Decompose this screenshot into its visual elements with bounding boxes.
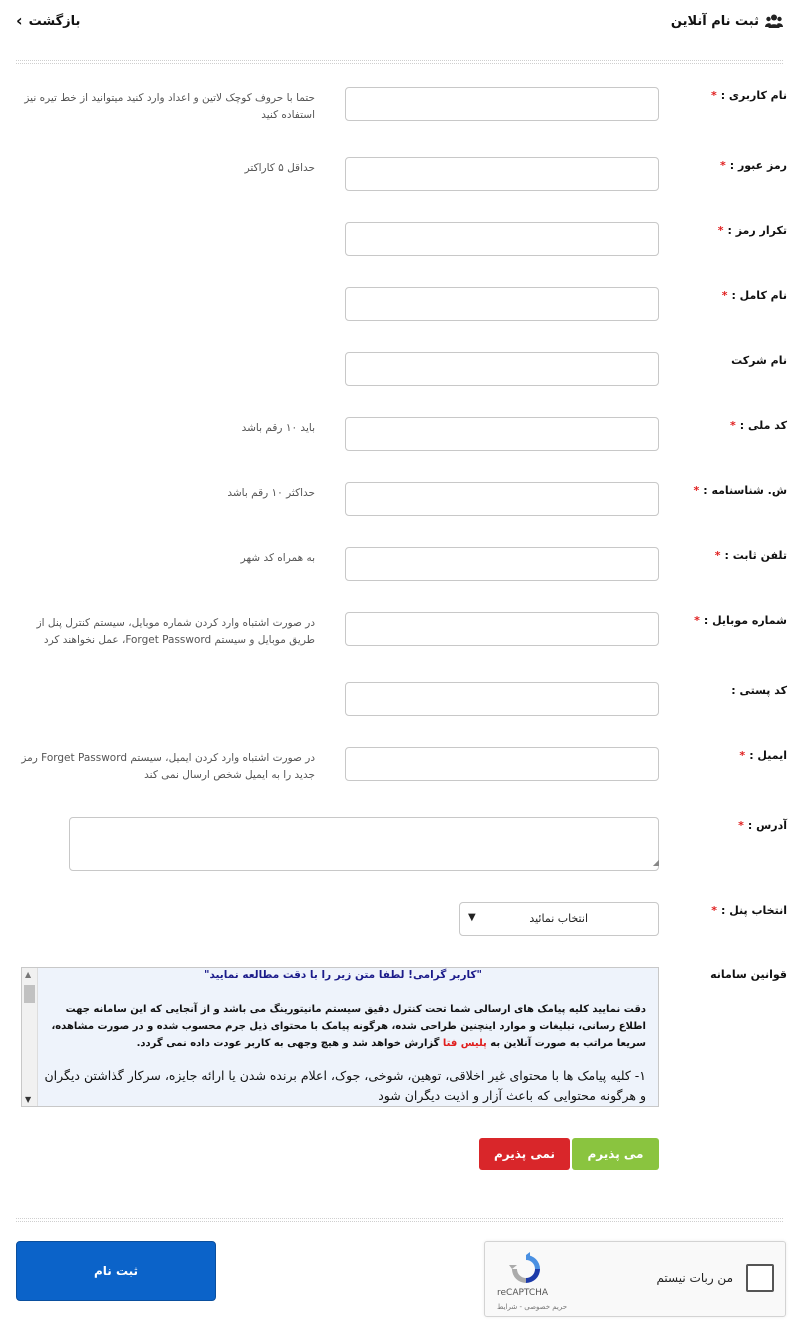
rules-scrollbar[interactable] [22,968,38,1106]
page-header [0,0,797,44]
text-input[interactable] [345,682,659,716]
text-input[interactable] [345,222,659,256]
recaptcha-brand: reCAPTCHA [497,1288,549,1298]
field-label [730,419,787,432]
field-label [722,289,787,302]
required-mark: * [717,224,724,237]
field-label [718,224,787,237]
rules-content [40,968,646,1106]
field-label-text: کد ملی : [739,419,787,432]
field-hint: به همراه کد شهر [240,552,315,564]
page-title: ثبت نام آنلاین [670,13,759,29]
bottom-divider [16,1218,783,1222]
text-input[interactable] [345,547,659,581]
field-hint: حداقل ۵ کاراکتر [244,162,315,174]
field-label [694,614,787,627]
field-label-text: نام شرکت [731,354,787,367]
required-mark: * [714,549,721,562]
text-input[interactable] [345,87,659,121]
required-mark: * [721,289,728,302]
panel-select-value: انتخاب نمائید [529,912,588,925]
resize-grip-icon[interactable]: ◢ [652,858,659,867]
recaptcha-checkbox[interactable] [746,1264,774,1292]
page-title-group [671,13,783,29]
recaptcha-widget [484,1241,786,1317]
rules-textbox[interactable] [21,967,659,1107]
field-label-text: کد پستی : [731,684,787,697]
panel-label-text: انتخاب پنل : [721,904,787,917]
required-mark: * [710,89,717,102]
text-input[interactable] [345,747,659,781]
field-label-text: تلفن ثابت : [724,549,787,562]
field-label [739,749,787,762]
scroll-thumb[interactable] [24,985,35,1003]
rules-paragraph-part1: دقت نمایید کلیه پیامک های ارسالی شما تحت کنترل دقیق سیستم مانیتورینگ می باشد و از آنجایی که این سامانه جهت اطلاع رسانی، تبلیغات و موارد اینچنین طراحی شده، هرگونه پیامک با محتوای ذیل جرم محسوب شده و در صورت مشاهده، سریعا مراتب به صورت آنلاین به [51,1004,646,1049]
reject-button[interactable]: نمی پذیرم [479,1138,570,1170]
text-input[interactable] [345,157,659,191]
scroll-up-arrow-icon[interactable]: ▲ [25,970,32,979]
field-label [731,354,787,367]
rules-item-1: ۱- کلیه پیامک ها با محتوای غیر اخلاقی، توهین، شوخی، جوک، اعلام برنده شدن یا ارائه جایزه، سرکار گذاشتن دیگران و هرگونه محتوایی که باعث آزار و اذیت دیگران شود [44,1068,646,1103]
address-textarea[interactable] [69,817,659,871]
recaptcha-links[interactable]: حریم خصوصی - شرایط [497,1303,568,1311]
field-label [711,89,787,102]
field-hint: در صورت اشتباه وارد کردن ایمیل، سیستم Forget Password رمز جدید را به ایمیل شخص ارسال نمی کند [21,752,315,781]
required-mark: * [693,484,700,497]
rules-label: قوانین سامانه [710,968,787,981]
field-label [720,159,787,172]
address-label [738,819,787,832]
rules-paragraph [40,1001,646,1052]
submit-button[interactable]: ثبت نام [16,1241,216,1301]
text-input[interactable] [345,417,659,451]
recaptcha-label: من ربات نیستم [656,1271,733,1285]
field-label [715,549,787,562]
field-hint: باید ۱۰ رقم باشد [241,422,315,434]
field-label-text: ش. شناسنامه : [703,484,787,497]
text-input[interactable] [345,612,659,646]
field-hint: حداکثر ۱۰ رقم باشد [227,487,315,499]
field-hint: در صورت اشتباه وارد کردن شماره موبایل، سیستم کنترل پنل از طریق موبایل و سیستم Forget Password، عمل نخواهند کرد [36,617,315,646]
field-label [731,684,787,697]
rules-heading: "کاربر گرامی! لطفا متن زیر را با دقت مطالعه نمایید" [203,969,483,981]
required-mark: * [739,749,746,762]
text-input[interactable] [345,482,659,516]
required-mark: * [738,819,744,832]
required-mark: * [719,159,726,172]
field-label [693,484,787,497]
scroll-down-arrow-icon[interactable]: ▼ [25,1095,32,1104]
address-label-text: آدرس : [747,819,787,832]
required-mark: * [694,614,700,627]
required-mark: * [711,904,717,917]
recaptcha-logo-icon [509,1252,543,1286]
back-link[interactable] [16,13,80,29]
field-label-text: رمز عبور : [729,159,787,172]
panel-select[interactable] [459,902,659,936]
field-label-text: نام کامل : [731,289,787,302]
back-link-label: بازگشت [28,13,81,29]
users-icon [765,13,783,29]
field-label-text: نام کاربری : [720,89,787,102]
top-divider [16,60,783,64]
field-hint: حتما با حروف کوچک لاتین و اعداد وارد کنید میتوانید از خط تیره نیز استفاده کنید [24,92,315,121]
field-label-text: تکرار رمز : [727,224,787,237]
chevron-left-icon: ‹ [16,11,23,30]
panel-label [711,904,787,917]
text-input[interactable] [345,287,659,321]
text-input[interactable] [345,352,659,386]
field-label-text: ایمیل : [749,749,787,762]
field-label-text: شماره موبایل : [703,614,787,627]
rules-paragraph-part2: گزارش خواهد شد و هیچ وجهی به کاربر عودت داده نمی گردد. [136,1038,440,1049]
required-mark: * [729,419,736,432]
caret-down-icon: ▼ [468,912,476,923]
rules-paragraph-highlight: پلیس فتا [442,1038,487,1049]
accept-button[interactable]: می پذیرم [572,1138,659,1170]
